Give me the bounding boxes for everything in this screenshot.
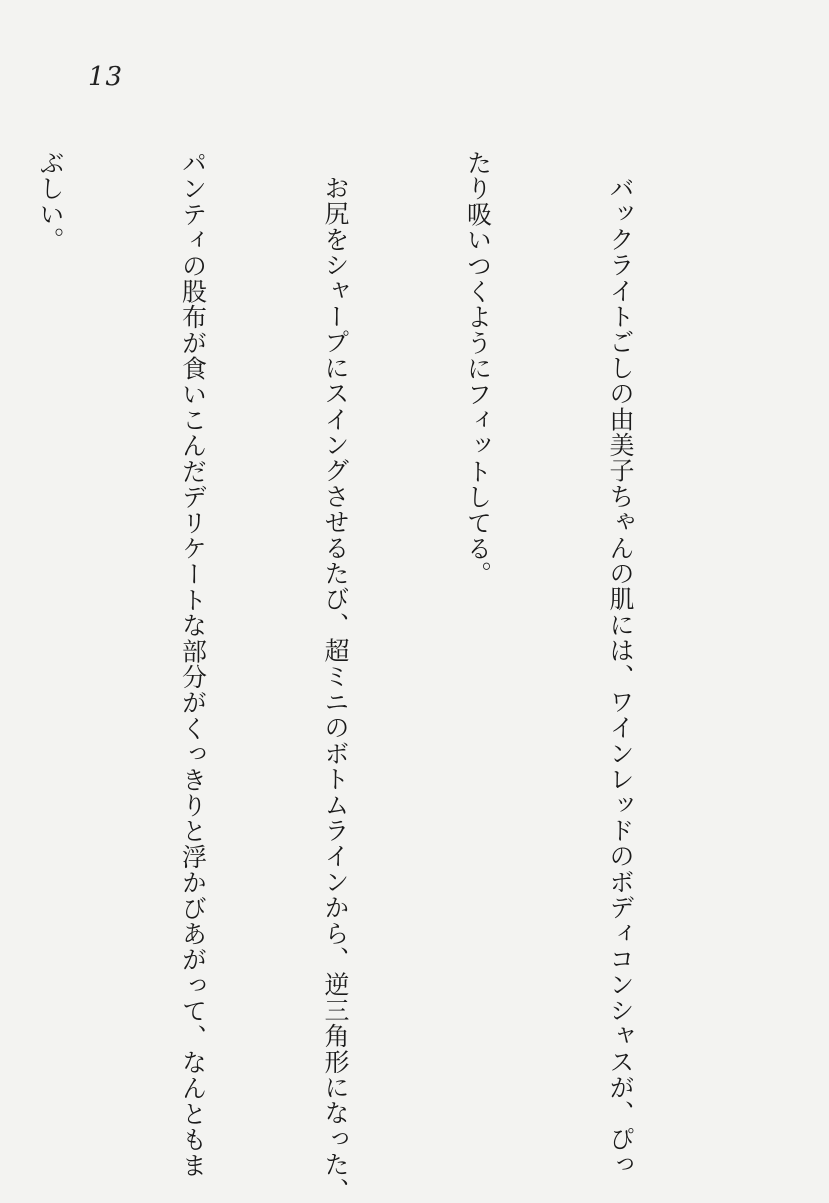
- page-number: 13: [88, 62, 124, 92]
- text-line: パンティの股布が食いこんだデリケートな部分がくっきりと浮かびあがって、なんともま: [178, 150, 208, 1178]
- text-line: ぶしい。: [36, 150, 65, 253]
- body-text: [0, 150, 739, 1203]
- text-line: バックライトごしの由美子ちゃんの肌には、ワインレッドのボディコンシャスが、ぴっ: [606, 175, 635, 1178]
- text-line: たり吸いつくようにフィットしてる。: [463, 150, 493, 587]
- text-line: お尻をシャープにスイングさせるたび、超ミニのボトムラインから、逆三角形になった、: [321, 175, 350, 1203]
